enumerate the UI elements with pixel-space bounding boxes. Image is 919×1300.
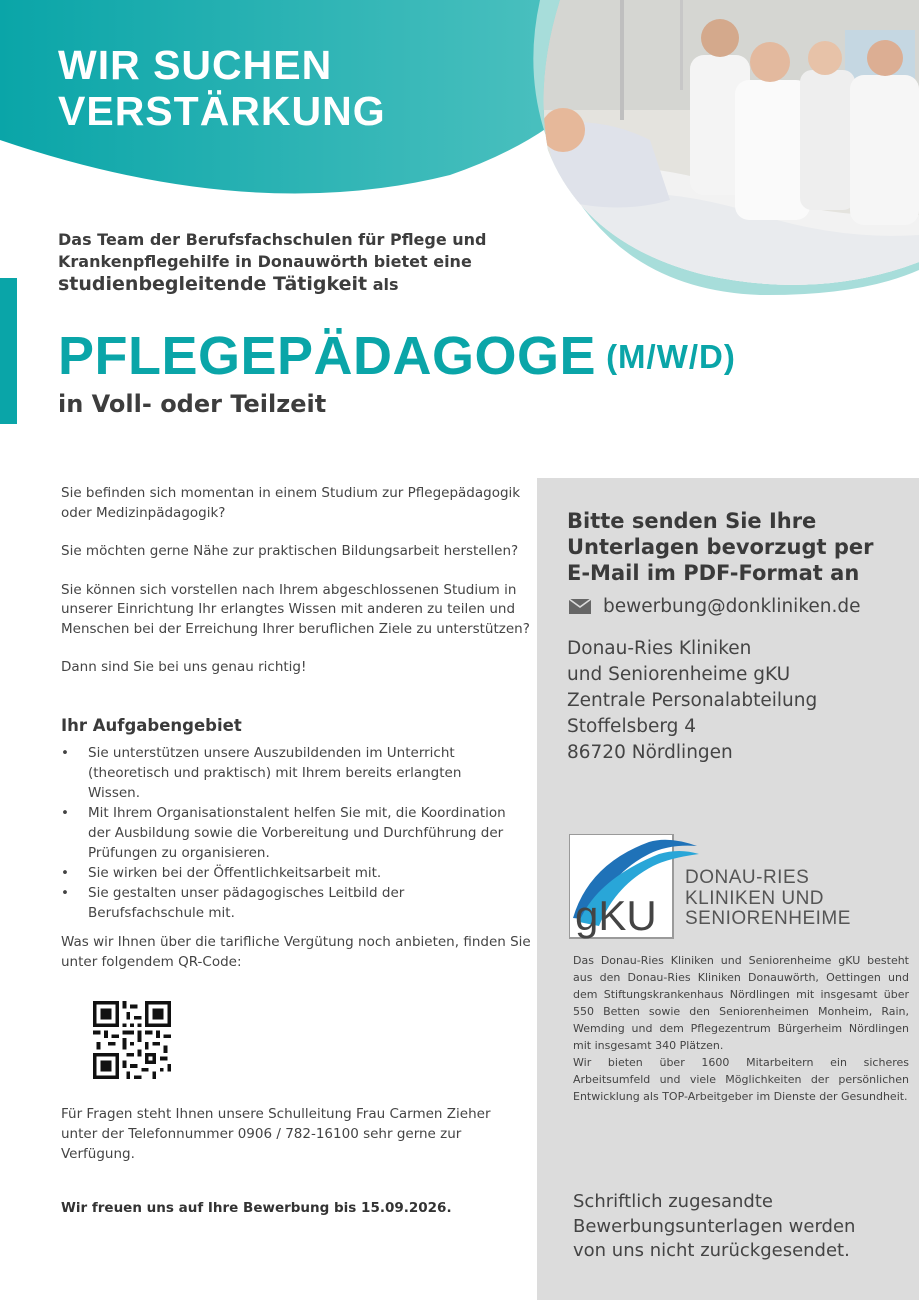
application-sidebar bbox=[537, 478, 919, 1300]
address-line: Donau-Ries Kliniken bbox=[567, 638, 752, 659]
body-text bbox=[61, 484, 531, 678]
company-description bbox=[573, 952, 909, 1105]
tasks-title: Ihr Aufgabengebiet bbox=[61, 716, 242, 735]
deadline-text: Wir freuen uns auf Ihre Bewerbung bis 15.09.2026. bbox=[61, 1200, 452, 1216]
tasks-list bbox=[61, 743, 516, 923]
headline-line-1: WIR SUCHEN bbox=[58, 42, 333, 88]
list-item: • Sie unterstützen unsere Auszubildenden im Unterricht (theoretisch und praktisch) mit Ihrem bereits erlangten Wissen. bbox=[61, 743, 516, 803]
logo-line: SENIORENHEIME bbox=[685, 908, 851, 929]
intro-text bbox=[58, 229, 518, 296]
job-subtitle: in Voll- oder Teilzeit bbox=[58, 390, 327, 418]
mail-icon bbox=[569, 599, 591, 614]
about-paragraph-2: Wir bieten über 1600 Mitarbeitern ein sicheres Arbeitsumfeld und viele Möglichkeiten der persönlichen Entwicklung als TOP-Arbeitgeber im Dienste der Gesundheit. bbox=[573, 1056, 909, 1103]
logo-line: DONAU-RIES bbox=[685, 867, 810, 888]
contact-text: Für Fragen steht Ihnen unsere Schulleitung Frau Carmen Zieher unter der Telefonnummer 0906 / 782-16100 sehr gerne zur Verfügung. bbox=[61, 1106, 491, 1162]
intro-line-1: Das Team der Berufsfachschulen für Pflege und bbox=[58, 230, 487, 249]
email-link[interactable]: bewerbung@donkliniken.de bbox=[603, 596, 861, 617]
about-paragraph-1: Das Donau-Ries Kliniken und Seniorenheime gKU besteht aus den Donau-Ries Kliniken Donauwörth, Oettingen und dem Stiftungskrankenhaus Nördlingen mit insgesamt über 550 Betten sowie den Seniorenheimen Monheim, Rain, Wemding und dem Pflegezentrum Bürgerheim Nördlingen mit insgesamt 340 Plätzen. bbox=[573, 954, 909, 1052]
logo-mark: gKU bbox=[575, 892, 657, 939]
pay-text: Was wir Ihnen über die tarifliche Vergütung noch anbieten, finden Sie unter folgendem QR-Code: bbox=[61, 934, 531, 970]
team-photo bbox=[530, 0, 919, 300]
note-line: Schriftlich zugesandte bbox=[573, 1191, 773, 1212]
address-line: und Seniorenheime gKU bbox=[567, 664, 791, 685]
address-line: Stoffelsberg 4 bbox=[567, 716, 697, 737]
body-paragraph-1: Sie befinden sich momentan in einem Studium zur Pflegepädagogik oder Medizinpädagogik? bbox=[61, 485, 521, 521]
intro-line-2: Krankenpflegehilfe in Donauwörth bietet eine bbox=[58, 252, 472, 271]
logo-wordmark bbox=[685, 868, 851, 930]
headline bbox=[58, 42, 386, 134]
headline-line-2: VERSTÄRKUNG bbox=[58, 88, 386, 134]
return-note bbox=[573, 1190, 855, 1264]
gender-note: (M/W/D) bbox=[606, 338, 736, 375]
intro-line-3 bbox=[58, 273, 518, 296]
body-paragraph-3: Sie können sich vorstellen nach Ihrem abgeschlossenen Studium in unserer Einrichtung Ihr erlangtes Wissen mit anderen zu teilen und Menschen bei der Erreichung Ihrer beruflichen Ziele zu unterstützen? bbox=[61, 581, 530, 637]
intro-emphasis: studienbegleitende Tätigkeit bbox=[58, 273, 368, 295]
email-contact[interactable] bbox=[569, 596, 861, 617]
logo-line: KLINIKEN UND bbox=[685, 887, 825, 909]
sidebar-heading: Bitte senden Sie Ihre Unterlagen bevorzugt per E-Mail im PDF-Format an bbox=[567, 509, 874, 585]
note-line: Bewerbungsunterlagen werden bbox=[573, 1215, 856, 1237]
address-line: 86720 Nördlingen bbox=[567, 742, 733, 763]
qr-code[interactable] bbox=[93, 1001, 171, 1079]
job-title-text: PFLEGEPÄDAGOGE bbox=[58, 326, 597, 386]
intro-tail: als bbox=[372, 275, 399, 294]
accent-bar bbox=[0, 278, 17, 424]
body-paragraph-2: Sie möchten gerne Nähe zur praktischen Bildungsarbeit herstellen? bbox=[61, 543, 519, 559]
list-item: • Sie gestalten unser pädagogisches Leitbild der Berufsfachschule mit. bbox=[61, 883, 516, 923]
note-line: von uns nicht zurückgesendet. bbox=[573, 1240, 850, 1261]
job-title bbox=[58, 326, 736, 387]
body-paragraph-4: Dann sind Sie bei uns genau richtig! bbox=[61, 659, 307, 675]
address-line: Zentrale Personalabteilung bbox=[567, 690, 818, 711]
list-item: • Sie wirken bei der Öffentlichkeitsarbeit mit. bbox=[61, 863, 516, 883]
postal-address bbox=[567, 636, 817, 766]
list-item: • Mit Ihrem Organisationstalent helfen Sie mit, die Koordination der Ausbildung sowie die Vorbereitung und Durchführung der Prüfungen zu organisieren. bbox=[61, 803, 516, 863]
